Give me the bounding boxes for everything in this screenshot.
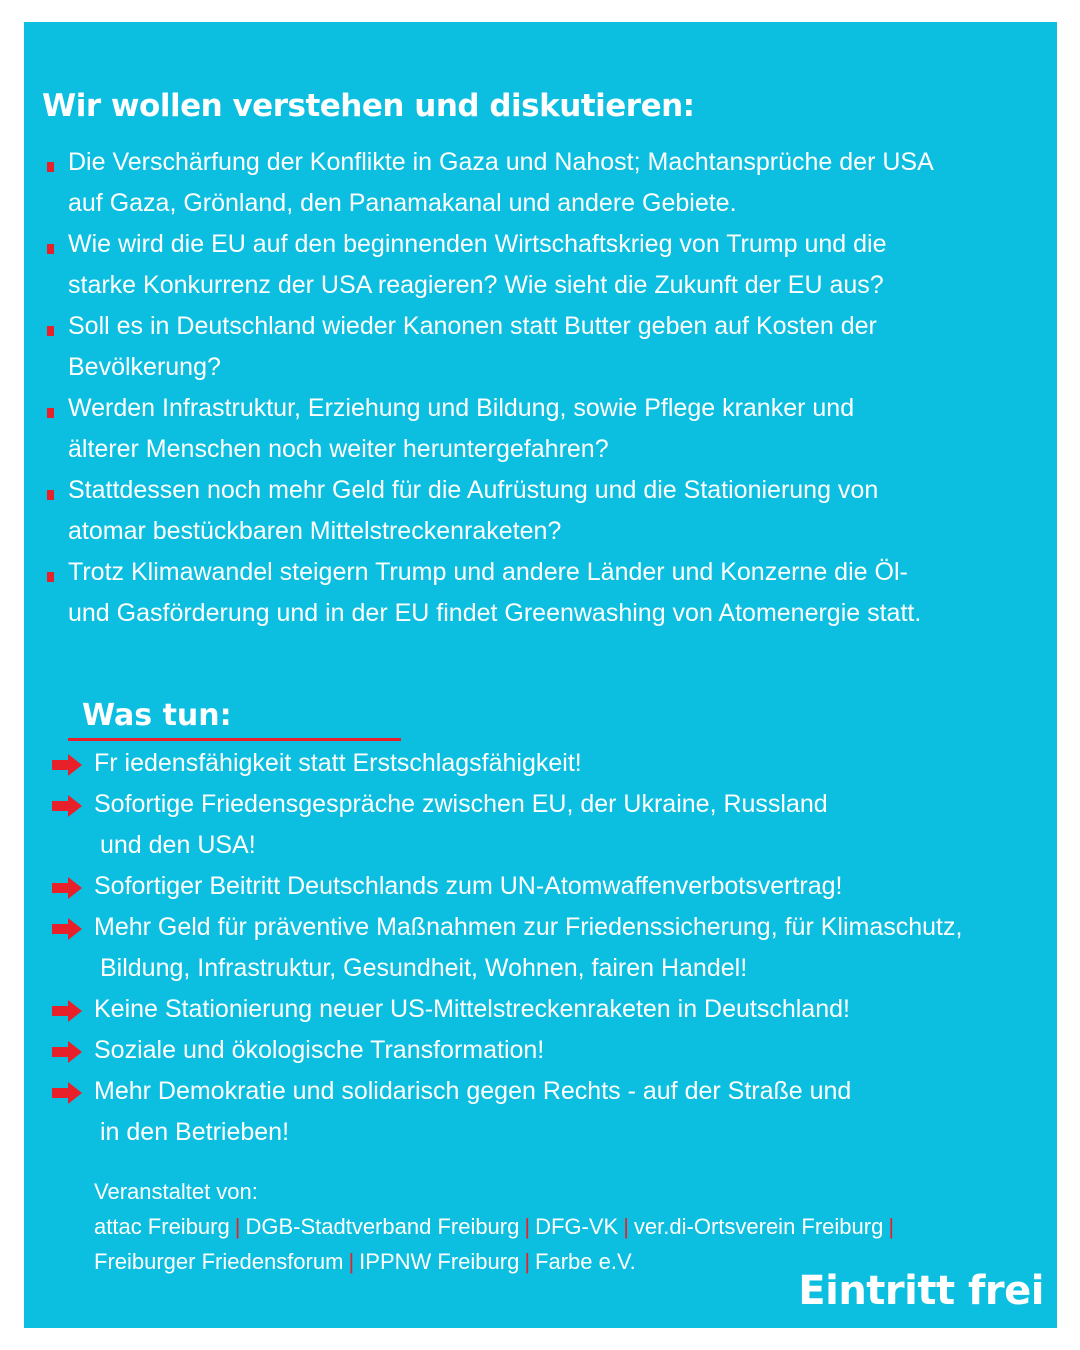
demand-item xyxy=(94,743,1054,784)
organizers-row xyxy=(94,1209,994,1244)
organizer-name: IPPNW Freiburg xyxy=(359,1249,520,1274)
discussion-item-text: atomar bestückbaren Mittelstreckenraketen? xyxy=(68,517,562,545)
organizer-name: Farbe e.V. xyxy=(535,1249,636,1274)
discussion-item-text: Bevölkerung? xyxy=(68,353,221,381)
arrow-right-icon xyxy=(51,1081,83,1105)
demand-item xyxy=(94,1071,1054,1153)
organizers-block xyxy=(94,1174,994,1279)
separator: | xyxy=(524,1214,531,1239)
demand-item-text: Mehr Geld für präventive Maßnahmen zur Friedenssicherung, für Klimaschutz, xyxy=(94,913,963,941)
organizer-name: attac Freiburg xyxy=(94,1214,230,1239)
discussion-item-text: Wie wird die EU auf den beginnenden Wirtschaftskrieg von Trump und die xyxy=(68,230,887,258)
section-heading-actions: Was tun: xyxy=(82,698,232,733)
organizer-name: DFG-VK xyxy=(535,1214,619,1239)
square-bullet-icon xyxy=(47,326,54,336)
arrow-right-icon xyxy=(51,876,83,900)
demand-item xyxy=(94,866,1054,907)
discussion-item xyxy=(68,388,1028,470)
arrow-right-icon xyxy=(51,753,83,777)
heading-underline xyxy=(68,738,401,741)
discussion-item xyxy=(68,552,1028,634)
discussion-item xyxy=(68,142,1028,224)
square-bullet-icon xyxy=(47,490,54,500)
discussion-item-text: Soll es in Deutschland wieder Kanonen statt Butter geben auf Kosten der xyxy=(68,312,877,340)
discussion-item-text: starke Konkurrenz der USA reagieren? Wie sieht die Zukunft der EU aus? xyxy=(68,271,884,299)
demand-item xyxy=(94,1030,1054,1071)
separator: | xyxy=(524,1249,531,1274)
organizers-label: Veranstaltet von: xyxy=(94,1179,258,1204)
separator: | xyxy=(348,1249,355,1274)
square-bullet-icon xyxy=(47,572,54,582)
demands-list xyxy=(94,743,1054,1153)
discussion-item-text: Stattdessen noch mehr Geld für die Aufrüstung und die Stationierung von xyxy=(68,476,879,504)
demand-item-text: Mehr Demokratie und solidarisch gegen Rechts - auf der Straße und xyxy=(94,1077,852,1105)
demand-item xyxy=(94,907,1054,989)
section-heading-discuss: Wir wollen verstehen und diskutieren: xyxy=(42,88,695,124)
square-bullet-icon xyxy=(47,408,54,418)
arrow-right-icon xyxy=(51,794,83,818)
discussion-item xyxy=(68,224,1028,306)
arrow-right-icon xyxy=(51,999,83,1023)
separator: | xyxy=(623,1214,629,1239)
separator: | xyxy=(888,1214,895,1239)
demand-item-text: Soziale und ökologische Transformation! xyxy=(94,1036,545,1064)
discussion-list xyxy=(68,142,1028,634)
discussion-item-text: und Gasförderung und in der EU findet Greenwashing von Atomenergie statt. xyxy=(68,599,922,627)
discussion-item-text: auf Gaza, Grönland, den Panamakanal und andere Gebiete. xyxy=(68,189,737,217)
discussion-item xyxy=(68,470,1028,552)
separator: | xyxy=(234,1214,241,1239)
discussion-item-text: älterer Menschen noch weiter heruntergefahren? xyxy=(68,435,609,463)
organizer-name: Freiburger Friedensforum xyxy=(94,1249,344,1274)
demand-item-text: Keine Stationierung neuer US-Mittelstreckenraketen in Deutschland! xyxy=(94,995,850,1023)
demand-item xyxy=(94,784,1054,866)
discussion-item-text: Werden Infrastruktur, Erziehung und Bildung, sowie Pflege kranker und xyxy=(68,394,855,422)
square-bullet-icon xyxy=(47,162,54,172)
square-bullet-icon xyxy=(47,244,54,254)
demand-item-text: und den USA! xyxy=(100,831,256,859)
demand-item-text: Sofortige Friedensgespräche zwischen EU, der Ukraine, Russland xyxy=(94,790,828,818)
arrow-right-icon xyxy=(51,1040,83,1064)
organizer-name: DGB-Stadtverband Freiburg xyxy=(245,1214,520,1239)
discussion-item xyxy=(68,306,1028,388)
arrow-right-icon xyxy=(51,917,83,941)
organizer-name: ver.di-Ortsverein Freiburg xyxy=(633,1214,884,1239)
demand-item-text: Sofortiger Beitritt Deutschlands zum UN-Atomwaffenverbotsvertrag! xyxy=(94,872,843,900)
demand-item-text: in den Betrieben! xyxy=(100,1118,290,1146)
demand-item xyxy=(94,989,1054,1030)
demand-item-text: Bildung, Infrastruktur, Gesundheit, Wohnen, fairen Handel! xyxy=(100,954,748,982)
discussion-item-text: Die Verschärfung der Konflikte in Gaza und Nahost; Machtansprüche der USA xyxy=(68,148,934,176)
demand-item-text: Fr iedensfähigkeit statt Erstschlagsfähigkeit! xyxy=(94,749,582,777)
admission-free-label: Eintritt frei xyxy=(798,1268,1044,1314)
discussion-item-text: Trotz Klimawandel steigern Trump und andere Länder und Konzerne die Öl- xyxy=(68,558,908,586)
